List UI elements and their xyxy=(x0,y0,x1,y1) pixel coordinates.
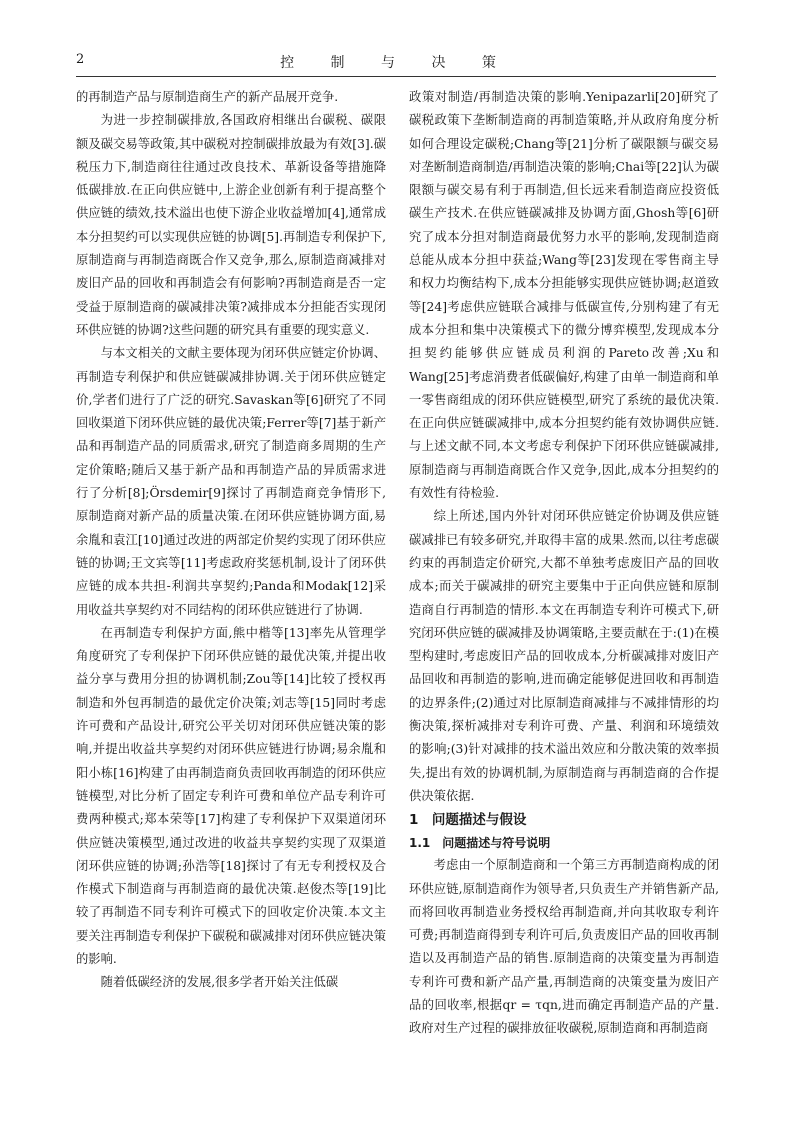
paragraph: 随着低碳经济的发展,很多学者开始关注低碳 xyxy=(100,975,339,990)
paragraph: 为进一步控制碳排放,各国政府相继出台碳税、碳限额及碳交易等政策,其中碳税对控制碳排放最为有效[3].碳税压力下,制造商往往通过改良技术、革新设备等措施降低碳排放.在正向供应链中,上游企业创新有利于提高整个供应链的绩效,技术溢出也使下游企业收益增加[4],通常成本分担契约可以实现供应链的协调[5].再制造专利保护下,原制造商与再制造商既合作又竞争,那么,原制造商减排对废旧产品的回收和再制造会有何影响?再制造商是否一定受益于原制造商的碳减排决策?减排成本分担能否实现闭环供应链的协调?这些问题的研究具有重要的现实意义. xyxy=(76,113,386,337)
subsection-heading: 1.1 问题描述与符号说明 xyxy=(409,836,551,851)
paragraph: 在再制造专利保护方面,熊中楷等[13]率先从管理学角度研究了专利保护下闭环供应链的最优决策,并提出收益分享与费用分担的协调机制;Zou等[14]比较了授权再制造和外包再制造的最优定价决策;刘志等[15]同时考虑许可费和产品设计,研究公平关切对闭环供应链决策的影响,并提出收益共享契约对闭环供应链进行协调;易余胤和阳小栋[16]构建了由再制造商负责回收再制造的闭环供应链模型,对比分析了固定专利许可费和单位产品专利许可费两种模式;郑本荣等[17]构建了专利保护下双渠道闭环供应链决策模型,通过改进的收益共享契约实现了双渠道闭环供应链的协调;孙浩等[18]探讨了有无专利授权及合作模式下制造商与再制造商的最优决策.赵俊杰等[19]比较了再制造不同专利许可模式下的回收定价决策.本文主要关注再制造专利保护下碳税和碳减排对闭环供应链决策的影响. xyxy=(76,625,386,966)
paragraph: 考虑由一个原制造商和一个第三方再制造商构成的闭环供应链,原制造商作为领导者,只负责生产并销售新产品,而将回收再制造业务授权给再制造商,并向其收取专利许可费;再制造商得到专利许可后,负责废旧产品的回收再制造以及再制造产品的销售.原制造商的决策变量为再制造专利许可费和新产品产量,再制造商的决策变量为废旧产品的回收率,根据qr = τqn,进而确定再制造产品的产量.政府对生产过程的碳排放征收碳税,原制造商和再制造商 xyxy=(409,858,719,1036)
journal-title: 控 制 与 决 策 xyxy=(280,55,512,71)
paragraph: 的再制造产品与原制造商生产的新产品展开竞争. xyxy=(76,90,339,104)
left-column xyxy=(76,86,386,995)
header-rule xyxy=(76,76,716,77)
page-number: 2 xyxy=(76,52,85,67)
right-column xyxy=(409,86,719,1041)
paragraph: 政策对制造/再制造决策的影响.Yenipazarli[20]研究了碳税政策下垄断制造商的再制造策略,并从政府角度分析如何合理设定碳税;Chang等[21]分析了碳限额与碳交易对垄断制造商制造/再制造决策的影响;Chai等[22]认为碳限额与碳交易有利于再制造,但长远来看制造商应投资低碳生产技术.在供应链碳减排及协调方面,Ghosh等[6]研究了成本分担对制造商最优努力水平的影响,发现制造商总能从成本分担中获益;Wang等[23]发现在零售商主导和权力均衡结构下,成本分担能够实现供应链协调;赵道致等[24]考虑供应链联合减排与低碳宣传,分别构建了有无成本分担和集中决策模式下的微分博弈模型,发现成本分担契约能够供应链成员利润的Pareto改善;Xu和Wang[25]考虑消费者低碳偏好,构建了由单一制造商和单一零售商组成的闭环供应链模型,研究了系统的最优决策.在正向供应链碳减排中,成本分担契约能有效协调供应链.与上述文献不同,本文考虑专利保护下闭环供应链碳减排,原制造商与再制造商既合作又竞争,因此,成本分担契约的有效性有待检验. xyxy=(409,90,719,501)
running-header xyxy=(76,52,716,72)
paragraph: 与本文相关的文献主要体现为闭环供应链定价协调、再制造专利保护和供应链碳减排协调.关于闭环供应链定价,学者们进行了广泛的研究.Savaskan等[6]研究了不同回收渠道下闭环供应链的最优决策;Ferrer等[7]基于新产品和再制造产品的同质需求,研究了制造商多周期的生产定价策略;随后又基于新产品和再制造产品的异质需求进行了分析[8];Örsdemir[9]探讨了再制造商竞争情形下,原制造商对新产品的质量决策.在闭环供应链协调方面,易余胤和袁江[10]通过改进的两部定价契约实现了闭环供应链的协调;王文宾等[11]考虑政府奖惩机制,设计了闭环供应链的成本共担-利润共享契约;Panda和Modak[12]采用收益共享契约对不同结构的闭环供应链进行了协调. xyxy=(76,346,386,617)
section-heading: 1 问题描述与假设 xyxy=(409,812,527,829)
paragraph: 综上所述,国内外针对闭环供应链定价协调及供应链碳减排已有较多研究,并取得丰富的成果.然而,以往考虑碳约束的再制造定价研究,大都不单独考虑废旧产品的回收成本;而关于碳减排的研究主要集中于正向供应链和原制造商自行再制造的情形.本文在再制造专利许可模式下,研究闭环供应链的碳减排及协调策略,主要贡献在于:(1)在模型构建时,考虑废旧产品的回收成本,分析碳减排对废旧产品回收和再制造的影响,进而确定能够促进回收和再制造的边界条件;(2)通过对比原制造商减排与不减排情形的均衡决策,探析减排对专利许可费、产量、利润和环境绩效的影响;(3)针对减排的技术溢出效应和分散决策的效率损失,提出有效的协调机制,为原制造商与再制造商的合作提供决策依据. xyxy=(409,509,719,803)
